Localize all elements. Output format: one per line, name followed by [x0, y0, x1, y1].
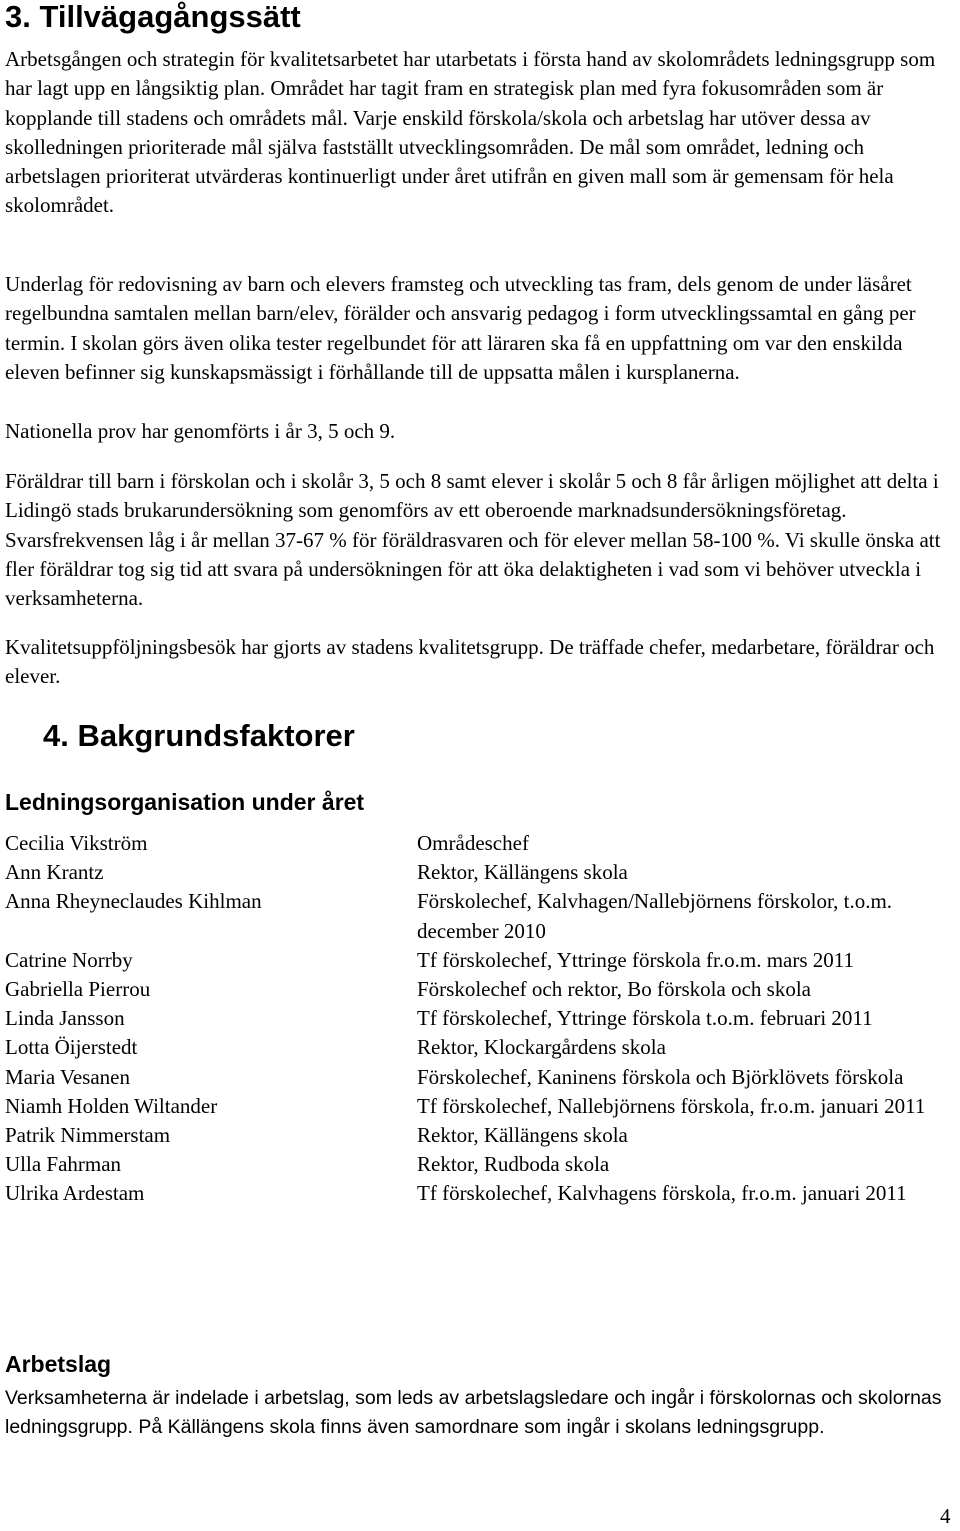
arbetslag-heading: Arbetslag	[5, 1351, 112, 1377]
list-item	[5, 1121, 955, 1150]
person-role: Rektor, Källängens skola	[417, 860, 628, 885]
person-name: Anna Rheyneclaudes Kihlman	[5, 889, 262, 914]
list-item	[5, 1150, 955, 1179]
ledningsorganisation-heading: Ledningsorganisation under året	[5, 789, 365, 815]
person-name: Catrine Norrby	[5, 947, 133, 972]
list-item	[5, 829, 955, 858]
person-name: Ulrika Ardestam	[5, 1181, 145, 1206]
person-name: Lotta Öijerstedt	[5, 1035, 138, 1060]
person-role: Tf förskolechef, Nallebjörnens förskola, fr.o.m. januari 2011	[417, 1093, 926, 1118]
person-name: Ulla Fahrman	[5, 1152, 122, 1177]
person-name: Patrik Nimmerstam	[5, 1123, 171, 1148]
section-4-heading: 4. Bakgrundsfaktorer	[43, 718, 355, 753]
ledningsorganisation-list	[5, 829, 955, 1209]
person-role: Tf förskolechef, Yttringe förskola t.o.m. februari 2011	[417, 1006, 873, 1031]
person-role: Områdeschef	[417, 831, 529, 855]
person-role: Förskolechef och rektor, Bo förskola och skola	[417, 977, 811, 1002]
list-item	[5, 975, 955, 1004]
person-role: Tf förskolechef, Kalvhagens förskola, fr.o.m. januari 2011	[417, 1181, 907, 1206]
list-item	[5, 1063, 955, 1092]
person-role: Rektor, Klockargårdens skola	[417, 1035, 666, 1060]
paragraph-kvalitetsuppfoljning: Kvalitetsuppföljningsbesök har gjorts av stadens kvalitetsgrupp. De träffade chefer, medarbetare, föräldrar och elever.	[5, 635, 935, 689]
person-name: Maria Vesanen	[5, 1064, 130, 1089]
person-name: Cecilia Vikström	[5, 831, 148, 855]
paragraph-brukarundersokning: Föräldrar till barn i förskolan och i skolår 3, 5 och 8 samt elever i skolår 5 och 8 får årligen möjlighet att delta i Lidingö stads brukarundersökning som genomförs av ett oberoende marknadsundersökningsföretag. Svarsfrekvensen låg i år mellan 37-67 % för föräldrasvaren och för elever mellan 58-100 %. Vi skulle önska att fler föräldrar tog sig tid att svara på undersökningen för att öka delaktigheten i vad som vi behöver utveckla i verksamheterna.	[5, 469, 941, 611]
paragraph-strategy: Arbetsgången och strategin för kvalitetsarbetet har utarbetats i första hand av skolområdets ledningsgrupp som har lagt upp en långsiktig plan. Området har tagit fram en strategisk plan med fyra fokusområden som är kopplande till stadens och områdets mål. Varje enskild förskola/skola och arbetslag har utöver dessa av skolledningen prioriterade mål själva fastställt utvecklingsområden. De mål som området, ledning och arbetslagen prioriterat utvärderas kontinuerligt under året utifrån en given mall som är gemensam för hela skolområdet.	[5, 47, 936, 218]
page-number: 4	[940, 1504, 951, 1528]
list-item	[5, 858, 955, 887]
paragraph-nationella-prov: Nationella prov har genomförts i år 3, 5 och 9.	[5, 419, 396, 443]
list-item	[5, 1092, 955, 1121]
list-item	[5, 1004, 955, 1033]
person-role: Rektor, Rudboda skola	[417, 1152, 610, 1177]
list-item	[5, 887, 955, 945]
paragraph-underlag: Underlag för redovisning av barn och elevers framsteg och utveckling tas fram, dels genom de under läsåret regelbundna samtalen mellan barn/elev, förälder och ansvarig pedagog i form utvecklingssamtal en gång per termin. I skolan görs även olika tester regelbundet för att läraren ska få en uppfattning om var den enskilda eleven befinner sig kunskapsmässigt i förhållande till de uppsatta målen i kursplanerna.	[5, 272, 916, 384]
person-role: Förskolechef, Kalvhagen/Nallebjörnens förskolor, t.o.m. december 2010	[417, 889, 893, 943]
person-role: Förskolechef, Kaninens förskola och Björklövets förskola	[417, 1064, 904, 1089]
person-name: Linda Jansson	[5, 1006, 125, 1031]
list-item	[5, 1179, 955, 1208]
person-name: Gabriella Pierrou	[5, 977, 151, 1002]
section-3-heading: 3. Tillvägagångssätt	[5, 0, 301, 34]
list-item	[5, 1033, 955, 1062]
list-item	[5, 946, 955, 975]
person-name: Niamh Holden Wiltander	[5, 1093, 218, 1118]
person-name: Ann Krantz	[5, 860, 104, 885]
person-role: Tf förskolechef, Yttringe förskola fr.o.m. mars 2011	[417, 947, 854, 972]
person-role: Rektor, Källängens skola	[417, 1123, 628, 1148]
arbetslag-paragraph: Verksamheterna är indelade i arbetslag, som leds av arbetslagsledare och ingår i förskolornas och skolornas ledningsgrupp. På Källängens skola finns även samordnare som ingår i skolans ledningsgrupp.	[5, 1387, 942, 1439]
